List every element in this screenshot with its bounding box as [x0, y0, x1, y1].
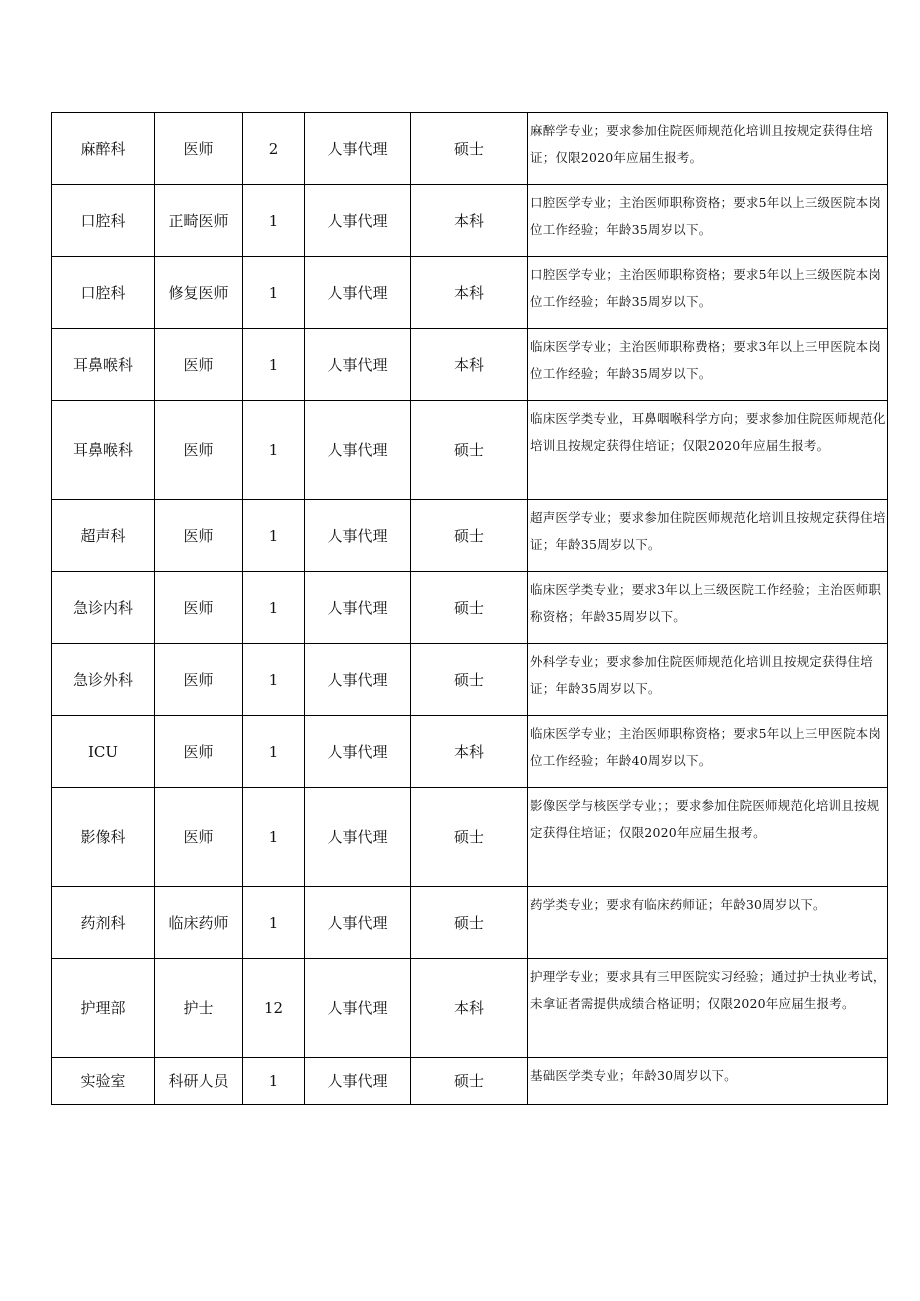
position-cell: 医师: [155, 500, 243, 572]
degree-cell: 本科: [411, 257, 528, 329]
degree-cell: 硕士: [411, 887, 528, 959]
degree-cell: 硕士: [411, 1058, 528, 1105]
table-row: [52, 572, 888, 644]
requirements-cell: 护理学专业；要求具有三甲医院实习经验；通过护士执业考试，未拿证者需提供成绩合格证明；仅限2020年应届生报考。: [528, 959, 888, 1058]
employment-type-cell: 人事代理: [305, 401, 411, 500]
requirements-cell: 口腔医学专业；主治医师职称资格；要求5年以上三级医院本岗位工作经验；年龄35周岁以下。: [528, 185, 888, 257]
department-cell: 药剂科: [52, 887, 155, 959]
employment-type-cell: 人事代理: [305, 572, 411, 644]
headcount-cell: 1: [243, 716, 305, 788]
headcount-cell: 2: [243, 113, 305, 185]
department-cell: 急诊内科: [52, 572, 155, 644]
position-cell: 医师: [155, 401, 243, 500]
department-cell: 影像科: [52, 788, 155, 887]
employment-type-cell: 人事代理: [305, 185, 411, 257]
requirements-cell: 口腔医学专业；主治医师职称资格；要求5年以上三级医院本岗位工作经验；年龄35周岁以下。: [528, 257, 888, 329]
requirements-cell: 临床医学类专业，耳鼻咽喉科学方向；要求参加住院医师规范化培训且按规定获得住培证；仅限2020年应届生报考。: [528, 401, 888, 500]
requirements-cell: 超声医学专业；要求参加住院医师规范化培训且按规定获得住培证；年龄35周岁以下。: [528, 500, 888, 572]
requirements-cell: 临床医学类专业；要求3年以上三级医院工作经验；主治医师职称资格；年龄35周岁以下。: [528, 572, 888, 644]
requirements-cell: 麻醉学专业；要求参加住院医师规范化培训且按规定获得住培证；仅限2020年应届生报考。: [528, 113, 888, 185]
degree-cell: 本科: [411, 959, 528, 1058]
table-row: [52, 1058, 888, 1105]
employment-type-cell: 人事代理: [305, 788, 411, 887]
employment-type-cell: 人事代理: [305, 644, 411, 716]
employment-type-cell: 人事代理: [305, 500, 411, 572]
employment-type-cell: 人事代理: [305, 959, 411, 1058]
table-row: [52, 257, 888, 329]
requirements-cell: 外科学专业；要求参加住院医师规范化培训且按规定获得住培证；年龄35周岁以下。: [528, 644, 888, 716]
recruitment-table: [51, 112, 888, 1105]
headcount-cell: 1: [243, 329, 305, 401]
position-cell: 临床药师: [155, 887, 243, 959]
headcount-cell: 1: [243, 257, 305, 329]
department-cell: 口腔科: [52, 257, 155, 329]
headcount-cell: 1: [243, 887, 305, 959]
table-row: [52, 788, 888, 887]
requirements-cell: 药学类专业；要求有临床药师证；年龄30周岁以下。: [528, 887, 888, 959]
requirements-cell: 临床医学专业；主治医师职称资格；要求5年以上三甲医院本岗位工作经验；年龄40周岁以下。: [528, 716, 888, 788]
employment-type-cell: 人事代理: [305, 716, 411, 788]
position-cell: 护士: [155, 959, 243, 1058]
degree-cell: 硕士: [411, 644, 528, 716]
degree-cell: 硕士: [411, 113, 528, 185]
table-row: [52, 185, 888, 257]
headcount-cell: 1: [243, 644, 305, 716]
employment-type-cell: 人事代理: [305, 329, 411, 401]
headcount-cell: 12: [243, 959, 305, 1058]
position-cell: 医师: [155, 113, 243, 185]
department-cell: 实验室: [52, 1058, 155, 1105]
employment-type-cell: 人事代理: [305, 113, 411, 185]
degree-cell: 本科: [411, 716, 528, 788]
table-row: [52, 644, 888, 716]
department-cell: 急诊外科: [52, 644, 155, 716]
department-cell: 护理部: [52, 959, 155, 1058]
employment-type-cell: 人事代理: [305, 257, 411, 329]
department-cell: 超声科: [52, 500, 155, 572]
table-row: [52, 500, 888, 572]
headcount-cell: 1: [243, 185, 305, 257]
position-cell: 修复医师: [155, 257, 243, 329]
degree-cell: 本科: [411, 185, 528, 257]
table-row: [52, 887, 888, 959]
headcount-cell: 1: [243, 500, 305, 572]
position-cell: 正畸医师: [155, 185, 243, 257]
headcount-cell: 1: [243, 572, 305, 644]
table-row: [52, 716, 888, 788]
headcount-cell: 1: [243, 1058, 305, 1105]
position-cell: 科研人员: [155, 1058, 243, 1105]
requirements-cell: 临床医学专业；主治医师职称费格；要求3年以上三甲医院本岗位工作经验；年龄35周岁以下。: [528, 329, 888, 401]
headcount-cell: 1: [243, 401, 305, 500]
degree-cell: 硕士: [411, 500, 528, 572]
department-cell: 耳鼻喉科: [52, 329, 155, 401]
position-cell: 医师: [155, 329, 243, 401]
requirements-cell: 基础医学类专业；年龄30周岁以下。: [528, 1058, 888, 1105]
department-cell: 麻醉科: [52, 113, 155, 185]
department-cell: 口腔科: [52, 185, 155, 257]
degree-cell: 硕士: [411, 572, 528, 644]
requirements-cell: 影像医学与核医学专业；；要求参加住院医师规范化培训且按规定获得住培证；仅限2020年应届生报考。: [528, 788, 888, 887]
degree-cell: 硕士: [411, 788, 528, 887]
table-row: [52, 401, 888, 500]
table-row: [52, 329, 888, 401]
degree-cell: 硕士: [411, 401, 528, 500]
employment-type-cell: 人事代理: [305, 887, 411, 959]
position-cell: 医师: [155, 716, 243, 788]
position-cell: 医师: [155, 572, 243, 644]
department-cell: 耳鼻喉科: [52, 401, 155, 500]
position-cell: 医师: [155, 788, 243, 887]
position-cell: 医师: [155, 644, 243, 716]
table-row: [52, 113, 888, 185]
headcount-cell: 1: [243, 788, 305, 887]
degree-cell: 本科: [411, 329, 528, 401]
employment-type-cell: 人事代理: [305, 1058, 411, 1105]
table-row: [52, 959, 888, 1058]
department-cell: ICU: [52, 716, 155, 788]
